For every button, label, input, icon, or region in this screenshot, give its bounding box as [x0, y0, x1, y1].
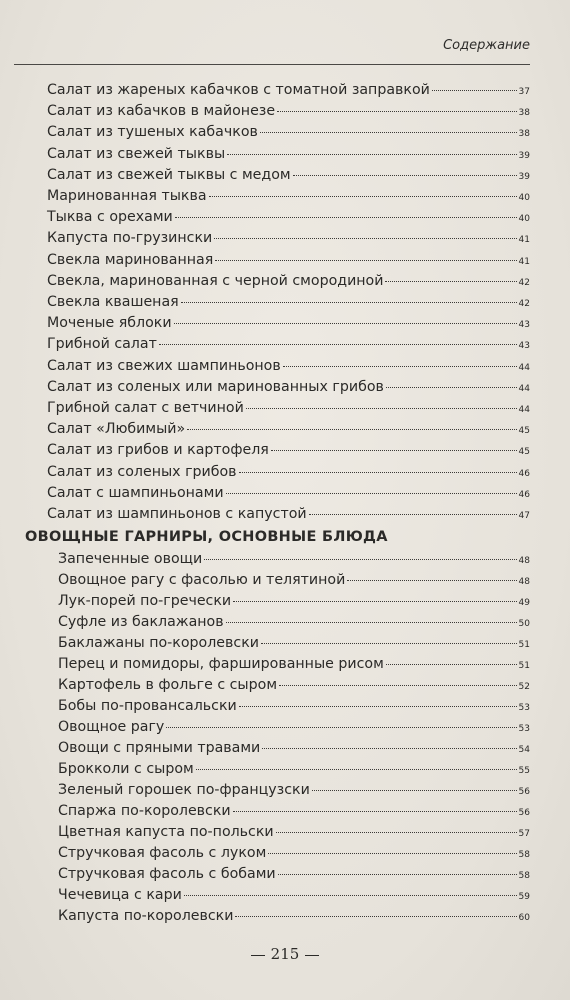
toc-entry-title: Стручковая фасоль с луком: [58, 845, 267, 861]
toc-entry-page: 38: [518, 129, 530, 140]
dot-leader: [227, 154, 516, 155]
dot-leader: [181, 302, 517, 303]
toc-entry: [58, 759, 530, 779]
toc-entry: [58, 633, 530, 653]
toc-entry: [47, 250, 530, 270]
toc-entry-title: Капуста по-королевски: [58, 908, 234, 924]
toc-entry-title: Картофель в фольге с сыром: [58, 677, 278, 693]
toc-entry-title: Зеленый горошек по-французски: [58, 782, 310, 798]
toc-entry-title: Салат из соленых грибов: [47, 463, 237, 480]
toc-entry: [47, 504, 530, 524]
toc-entry-page: 46: [518, 489, 530, 500]
toc-entry-title: Овощное рагу с фасолью и телятиной: [58, 572, 346, 588]
dot-leader: [260, 132, 517, 133]
toc-entry-page: 44: [518, 383, 530, 394]
toc-entry: [58, 549, 530, 569]
toc-entry-title: Тыква с орехами: [47, 209, 173, 226]
toc-entry-page: 43: [518, 341, 530, 352]
toc-entry-page: 45: [518, 426, 530, 437]
toc-entry-page: 39: [518, 150, 530, 161]
toc-entry: [58, 654, 530, 674]
toc-entry-page: 54: [518, 745, 530, 755]
dot-leader: [386, 664, 517, 665]
toc-entry: [47, 334, 530, 354]
toc-entry-title: Салат из свежей тыквы: [47, 145, 226, 162]
toc-entry-title: Моченые яблоки: [47, 315, 172, 332]
toc-entry-page: 49: [518, 598, 530, 608]
toc-entry: [58, 780, 530, 800]
toc-entry: [47, 207, 530, 227]
toc-entry: [47, 186, 530, 206]
toc-entry-title: Салат с шампиньонами: [47, 484, 224, 501]
toc-entry: [58, 843, 530, 863]
toc-entry: [47, 483, 530, 503]
toc-entry-page: 48: [518, 577, 530, 587]
dot-leader: [385, 281, 516, 282]
toc-entry-title: Чечевица с кари: [58, 887, 182, 903]
toc-entry-title: Перец и помидоры, фаршированные рисом: [58, 656, 384, 672]
toc-entry-page: 51: [518, 661, 530, 671]
toc-entry-page: 51: [518, 640, 530, 650]
toc-entry-page: 60: [518, 913, 530, 923]
toc-entry-page: 45: [518, 447, 530, 458]
toc-entry-page: 59: [518, 892, 530, 902]
toc-entry-page: 50: [518, 619, 530, 629]
dot-leader: [293, 175, 517, 176]
toc-entry-title: Салат «Любимый»: [47, 421, 186, 438]
toc-entry-title: Лук-порей по-гречески: [58, 593, 232, 609]
toc-entry-title: Салат из шампиньонов с капустой: [47, 506, 307, 522]
dot-leader: [278, 874, 517, 875]
toc-entry-title: Салат из соленых или маринованных грибов: [47, 378, 384, 395]
toc-entry-page: 56: [518, 808, 530, 818]
dot-leader: [235, 916, 516, 917]
toc-entry: [58, 864, 530, 884]
toc-entry: [47, 419, 530, 439]
toc-entry-title: Овощи с пряными травами: [58, 740, 261, 756]
dot-leader: [239, 472, 517, 473]
toc-entry-title: Капуста по-грузински: [47, 230, 213, 247]
toc-entry-page: 43: [518, 320, 530, 331]
dash-right: [305, 955, 319, 956]
toc-entry-title: Салат из жареных кабачков с томатной заправкой: [47, 82, 430, 98]
toc-entry: [58, 801, 530, 821]
toc-entry-title: Маринованная тыква: [47, 188, 207, 204]
toc-entry-title: Салат из тушеных кабачков: [47, 124, 258, 141]
toc-entry-title: Грибной салат с ветчиной: [47, 400, 244, 416]
toc-entry-page: 42: [518, 299, 530, 309]
toc-entry: [47, 144, 530, 164]
toc-entry-title: Баклажаны по-королевски: [58, 635, 259, 651]
toc-entry: [58, 885, 530, 905]
toc-entry: [47, 377, 530, 397]
toc-entry-page: 56: [518, 787, 530, 797]
dot-leader: [347, 580, 516, 581]
dot-leader: [215, 260, 516, 261]
dot-leader: [226, 622, 517, 623]
page-number-value: 215: [270, 945, 300, 963]
toc-entry-page: 55: [518, 766, 530, 776]
dot-leader: [309, 514, 517, 515]
toc-entry-title: Салат из кабачков в майонезе: [47, 103, 276, 120]
toc-entry: [47, 292, 530, 312]
toc-entry: [47, 440, 530, 460]
toc-entry-page: 58: [518, 850, 530, 860]
toc-entry: [58, 717, 530, 737]
toc-entry-title: Брокколи с сыром: [58, 761, 194, 777]
toc-entry: [58, 696, 530, 716]
dot-leader: [184, 895, 517, 896]
toc-entry-page: 53: [518, 703, 530, 713]
dot-leader: [268, 853, 516, 854]
toc-entry-title: Стручковая фасоль с бобами: [58, 866, 276, 882]
header-rule: [14, 64, 530, 65]
toc-entry: [47, 122, 530, 142]
toc-entry-title: Салат из свежих шампиньонов: [47, 357, 281, 374]
toc-entry: [47, 271, 530, 291]
toc-entry-title: Овощное рагу: [58, 719, 165, 735]
toc-entry-page: 42: [518, 277, 530, 288]
toc-entry: [58, 570, 530, 590]
dot-leader: [187, 429, 516, 430]
toc-entry-page: 44: [518, 362, 530, 373]
toc-entry-title: Салат из свежей тыквы с медом: [47, 166, 291, 183]
toc-entry-title: Свекла маринованная: [47, 251, 214, 268]
toc-entry-page: 53: [518, 724, 530, 734]
toc-entry: [58, 822, 530, 842]
dot-leader: [209, 196, 517, 197]
dot-leader: [276, 832, 517, 833]
toc-entry-page: 46: [518, 468, 530, 479]
dot-leader: [246, 408, 517, 409]
toc-entry: [47, 101, 530, 121]
dot-leader: [261, 643, 517, 644]
toc-entry-title: Бобы по-провансальски: [58, 698, 237, 714]
toc-entry-page: 44: [518, 405, 530, 415]
dot-leader: [239, 706, 517, 707]
page-number: [0, 945, 570, 963]
toc-entry-page: 52: [518, 682, 530, 692]
toc-entry-page: 47: [518, 511, 530, 521]
toc-entry-title: Салат из грибов и картофеля: [47, 442, 269, 459]
toc-entry-page: 40: [518, 193, 530, 203]
toc-entry-page: 41: [518, 256, 530, 267]
toc-entry-page: 40: [518, 214, 530, 225]
toc-entry-title: Свекла квашеная: [47, 294, 179, 310]
toc-entry: [47, 80, 530, 100]
toc-entry-page: 37: [518, 87, 530, 97]
dot-leader: [279, 685, 517, 686]
toc-entry: [58, 675, 530, 695]
toc-entry: [47, 462, 530, 482]
dot-leader: [233, 601, 516, 602]
dash-left: [251, 955, 265, 956]
toc-entry: [58, 612, 530, 632]
toc-entry-page: 41: [518, 235, 530, 246]
toc-entry-page: 58: [518, 871, 530, 881]
toc-entry-page: 39: [518, 171, 530, 182]
toc-entry-page: 48: [518, 556, 530, 566]
toc-entry: [47, 165, 530, 185]
dot-leader: [312, 790, 517, 791]
toc-entry-title: Свекла, маринованная с черной смородиной: [47, 272, 384, 289]
dot-leader: [277, 111, 516, 112]
toc-entry-page: 38: [518, 108, 530, 119]
toc-entry: [47, 356, 530, 376]
toc-entry-page: 57: [518, 829, 530, 839]
dot-leader: [233, 811, 517, 812]
dot-leader: [166, 727, 516, 728]
dot-leader: [386, 387, 517, 388]
dot-leader: [226, 493, 517, 494]
toc-entry-title: Суфле из баклажанов: [58, 614, 224, 630]
toc-entry: [58, 906, 530, 926]
toc-entry-title: Грибной салат: [47, 336, 157, 353]
dot-leader: [283, 366, 517, 367]
dot-leader: [432, 90, 517, 91]
section-heading: ОВОЩНЫЕ ГАРНИРЫ, ОСНОВНЫЕ БЛЮДА: [25, 529, 388, 545]
running-head: Содержание: [443, 38, 530, 53]
toc-entry-title: Запеченные овощи: [58, 551, 203, 567]
toc-entry: [47, 228, 530, 248]
dot-leader: [196, 769, 517, 770]
toc-entry: [47, 313, 530, 333]
toc-entry: [58, 738, 530, 758]
toc-entry: [58, 591, 530, 611]
toc-entry-title: Цветная капуста по-польски: [58, 824, 274, 840]
dot-leader: [174, 323, 517, 324]
dot-leader: [262, 748, 516, 749]
dot-leader: [214, 238, 516, 239]
dot-leader: [204, 559, 516, 560]
toc-entry: [47, 398, 530, 418]
dot-leader: [271, 450, 517, 451]
dot-leader: [159, 344, 517, 345]
toc-entry-title: Спаржа по-королевски: [58, 803, 231, 819]
dot-leader: [175, 217, 517, 218]
